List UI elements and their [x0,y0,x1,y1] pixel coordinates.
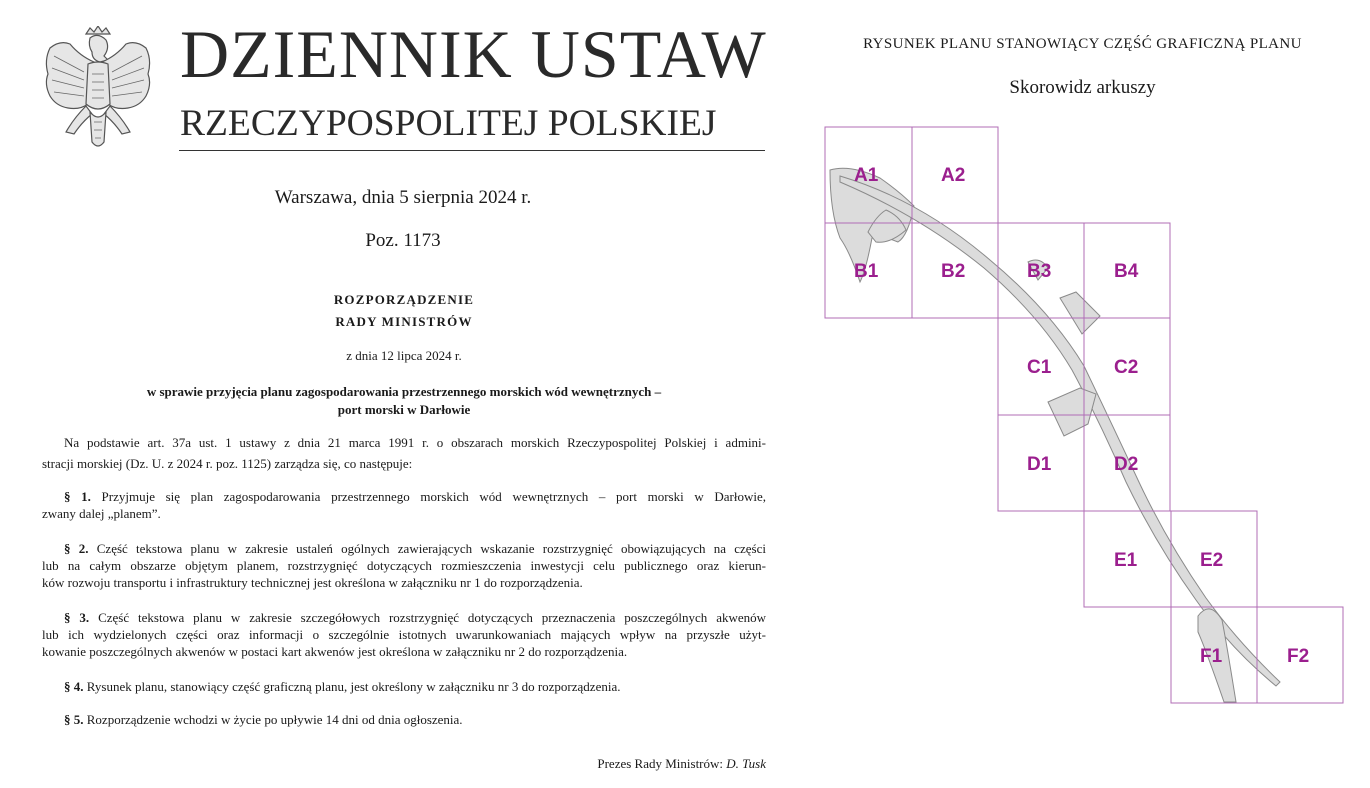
sheet-label-d1: D1 [1027,454,1052,475]
paragraph-3-line-2: lub ich wydzielonych części oraz informacji o szczególnie istotnych uwarunkowaniach mających wpływ na przyszłe użyt- [42,627,766,642]
signature-role: Prezes Rady Ministrów: [597,756,724,771]
paragraph-1-number: § 1. [64,489,91,504]
paragraph-3-line-1: § 3. Część tekstowa planu w zakresie szczegółowych rozstrzygnięć dotyczących przeznaczenia poszczególnych akwenów [64,610,767,625]
paragraph-1-line-2: zwany dalej „planem”. [42,506,161,521]
intro-line-1: Na podstawie art. 37a ust. 1 ustawy z dnia 21 marca 1991 r. o obszarach morskich Rzeczypospolitej Polskiej i admini- [64,435,766,450]
masthead-title: DZIENNIK USTAW [180,16,767,92]
act-subject-line-2: port morski w Darłowie [337,402,471,417]
drawing-heading: RYSUNEK PLANU STANOWIĄCY CZĘŚĆ GRAFICZNĄ PLANU [863,36,1302,52]
paragraph-5-line-1: § 5. Rozporządzenie wchodzi w życie po upływie 14 dni od dnia ogłoszenia. [64,712,463,727]
sheet-label-c2: C2 [1114,357,1139,378]
intro-line-2: stracji morskiej (Dz. U. z 2024 r. poz. 1125) zarządza się, co następuje: [42,456,413,471]
sheet-label-d2: D2 [1114,454,1139,475]
paragraph-2-line-1: § 2. Część tekstowa planu w zakresie ustaleń ogólnych zawierających wskazanie rozstrzygnięć obowiązujących na części [64,541,767,556]
paragraph-3-line-3: kowanie poszczególnych akwenów w postaci kart akwenów jest określona w załączniku nr 2 do rozporządzenia. [42,644,628,659]
paragraph-2-line-2: lub na całym obszarze objętym planem, rozstrzygnięć dotyczących rozmieszczenia inwestycji celu publicznego oraz kierun- [42,558,766,573]
signature-name: D. Tusk [726,756,766,771]
paragraph-5-number: § 5. [64,712,84,727]
sheet-label-f1: F1 [1200,646,1223,667]
basin-c1 [1048,388,1096,436]
act-type: ROZPORZĄDZENIE [333,292,475,307]
sheet-label-a2: A2 [941,165,966,186]
polish-eagle-emblem [40,26,156,152]
sheet-label-b4: B4 [1114,261,1139,282]
position-number: Poz. 1173 [365,230,441,251]
paragraph-4-number: § 4. [64,679,84,694]
sheet-label-a1: A1 [854,165,879,186]
sheet-index-title: Skorowidz arkuszy [1009,77,1156,98]
sheet-label-b2: B2 [941,261,966,282]
paragraph-2-number: § 2. [64,541,89,556]
sheet-label-e1: E1 [1114,550,1138,571]
sheet-index-map [820,120,1350,710]
masthead-rule [179,150,765,151]
sheet-label-b1: B1 [854,261,879,282]
paragraph-2-line-3: ków rozwoju transportu i infrastruktury technicznej jest określona w załączniku nr 1 do rozporządzenia. [42,575,583,590]
paragraph-4-line-1: § 4. Rysunek planu, stanowiący część graficzną planu, jest określony w załączniku nr 3 do rozporządzenia. [64,679,621,694]
masthead-subtitle: RZECZYPOSPOLITEJ POLSKIEJ [180,103,717,144]
signature [597,755,766,772]
sheet-label-f2: F2 [1287,646,1310,667]
paragraph-3-number: § 3. [64,610,90,625]
channel [840,176,1280,686]
paragraph-1-line-1: § 1. Przyjmuje się plan zagospodarowania przestrzennego morskich wód wewnętrznych – port morski w Darłowie, [64,489,766,504]
act-issuer: RADY MINISTRÓW [335,314,473,329]
publication-date: Warszawa, dnia 5 sierpnia 2024 r. [274,187,532,208]
basin-b4 [1060,292,1100,334]
act-subject-line-1: w sprawie przyjęcia planu zagospodarowania przestrzennego morskich wód wewnętrznych – [146,384,662,399]
act-date: z dnia 12 lipca 2024 r. [346,348,462,363]
sheet-label-b3: B3 [1027,261,1052,282]
sheet-label-c1: C1 [1027,357,1052,378]
sheet-label-e2: E2 [1200,550,1224,571]
